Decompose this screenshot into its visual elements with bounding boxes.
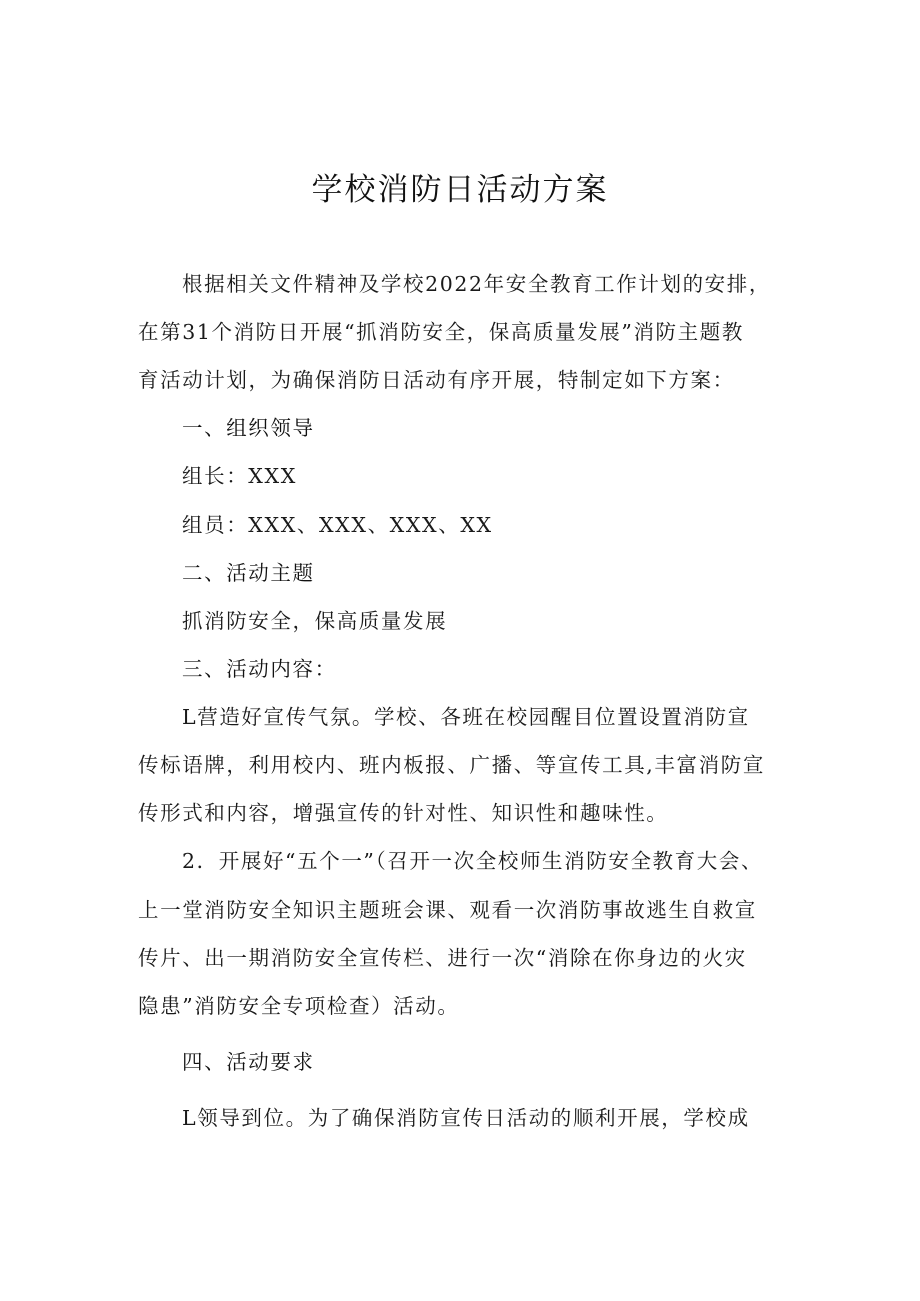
intro-line-1: 根据相关文件精神及学校2022年安全教育工作计划的安排， xyxy=(182,272,771,296)
content-item-1-line-2: 传标语牌，利用校内、班内板报、广播、等宣传工具,丰富消防宣 xyxy=(138,753,765,777)
content-item-2-line-4: 隐患”消防安全专项检查）活动。 xyxy=(138,994,460,1018)
section-3-heading: 三、活动内容： xyxy=(182,657,337,681)
document-title: 学校消防日活动方案 xyxy=(311,172,609,208)
content-item-2-line-2: 上一堂消防安全知识主题班会课、观看一次消防事故逃生自救宣 xyxy=(138,898,757,922)
content-item-2-line-1: 2．开展好“五个一”（召开一次全校师生消防安全教育大会、 xyxy=(182,849,764,873)
content-item-1-line-3: 传形式和内容，增强宣传的针对性、知识性和趣味性。 xyxy=(138,801,669,825)
section-4-heading: 四、活动要求 xyxy=(182,1050,315,1074)
members-line: 组员：XXX、XXX、XXX、XX xyxy=(182,513,493,537)
intro-line-3: 育活动计划，为确保消防日活动有序开展，特制定如下方案： xyxy=(138,368,735,392)
requirement-item-1-line-1: L领导到位。为了确保消防宣传日活动的顺利开展，学校成 xyxy=(182,1106,750,1130)
content-item-2-line-3: 传片、出一期消防安全宣传栏、进行一次“消除在你身边的火灾 xyxy=(138,946,747,970)
theme-line: 抓消防安全，保高质量发展 xyxy=(182,609,448,633)
section-2-heading: 二、活动主题 xyxy=(182,561,315,585)
section-1-heading: 一、组织领导 xyxy=(182,416,315,440)
leader-line: 组长：XXX xyxy=(182,464,297,488)
intro-line-2: 在第31个消防日开展“抓消防安全，保高质量发展”消防主题教 xyxy=(138,320,744,344)
content-item-1-line-1: L营造好宣传气氛。学校、各班在校园醒目位置设置消防宣 xyxy=(182,705,750,729)
